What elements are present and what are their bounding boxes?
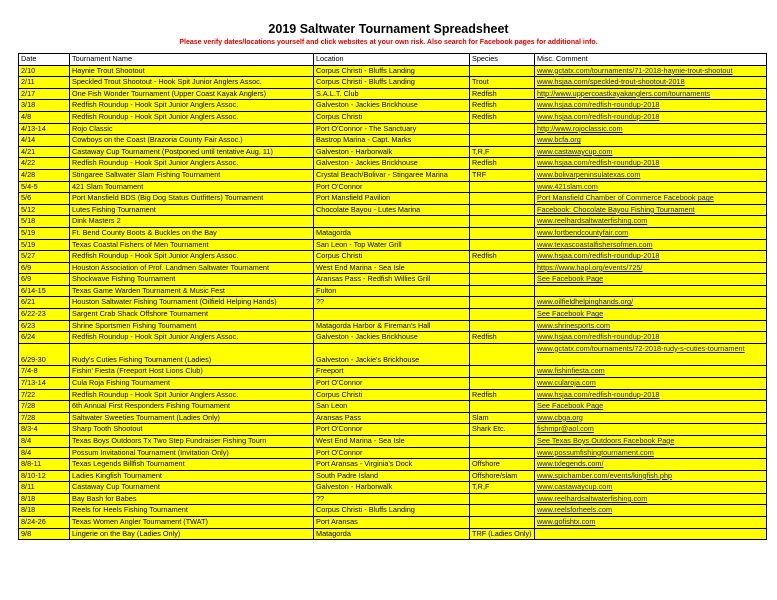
date-cell: 7/4-8	[19, 366, 70, 378]
table-row	[19, 424, 767, 436]
misc-comment-cell[interactable]: www.gctatx.com/tournaments/72-2018-rudy-s-cuties-tournament	[535, 343, 767, 366]
table-row	[19, 366, 767, 378]
date-cell: 5/18	[19, 216, 70, 228]
misc-comment-cell[interactable]: www.421slam.com	[535, 181, 767, 193]
date-cell: 4/22	[19, 158, 70, 170]
tournament-name-cell: Redfish Roundup - Hook Spit Junior Anglers Assoc.	[70, 158, 314, 170]
species-cell: Slam	[470, 412, 535, 424]
date-cell: 5/27	[19, 251, 70, 263]
tournament-name-cell: One Fish Wonder Tournament (Upper Coast Kayak Anglers)	[70, 88, 314, 100]
table-row	[19, 77, 767, 89]
misc-comment-cell[interactable]: www.hsjaa.com/speckled-trout-shootout-2018	[535, 77, 767, 89]
date-cell: 8/10-12	[19, 470, 70, 482]
species-cell	[470, 274, 535, 286]
location-cell: Port O'Connor	[314, 424, 470, 436]
tournament-name-cell: Sargent Crab Shack Offshore Tournament	[70, 309, 314, 321]
location-cell: Port O'Connor	[314, 377, 470, 389]
species-cell: TRF (Ladies Only)	[470, 528, 535, 540]
table-row	[19, 158, 767, 170]
tournament-name-cell: Houston Saltwater Fishing Tournament (Oilfield Helping Hands)	[70, 297, 314, 309]
misc-comment-cell[interactable]: www.possumfishingtournament.com	[535, 447, 767, 459]
table-row	[19, 251, 767, 263]
location-cell: San Leon - Top Water Grill	[314, 239, 470, 251]
location-cell: San Leon	[314, 401, 470, 413]
misc-comment-cell[interactable]: www.texascoastalfishersofmen.com	[535, 239, 767, 251]
tournament-name-cell: Texas Boys Outdoors Tx Two Step Fundraiser Fishing Tourn	[70, 435, 314, 447]
table-row	[19, 332, 767, 344]
species-cell	[470, 181, 535, 193]
location-cell: Corpus Christi	[314, 251, 470, 263]
table-row	[19, 447, 767, 459]
date-cell: 5/19	[19, 227, 70, 239]
tournament-name-cell: 421 Slam Tournament	[70, 181, 314, 193]
location-cell: S.A.L.T. Club	[314, 88, 470, 100]
table-row	[19, 146, 767, 158]
location-cell: Crystal Beach/Bolivar - Stingaree Marina	[314, 169, 470, 181]
misc-comment-cell[interactable]	[535, 285, 767, 297]
misc-comment-cell[interactable]	[535, 528, 767, 540]
date-cell: 4/21	[19, 146, 70, 158]
date-cell: 6/9	[19, 274, 70, 286]
table-row	[19, 181, 767, 193]
misc-comment-cell[interactable]: www.gofishtx.com	[535, 517, 767, 529]
location-cell: Matagorda	[314, 227, 470, 239]
table-row	[19, 239, 767, 251]
species-cell	[470, 377, 535, 389]
table-row	[19, 505, 767, 517]
tournament-name-cell: Texas Game Warden Tournament & Music Fest	[70, 285, 314, 297]
table-row	[19, 204, 767, 216]
tournament-name-cell: Lingerie on the Bay (Ladies Only)	[70, 528, 314, 540]
table-row	[19, 262, 767, 274]
date-cell: 7/13-14	[19, 377, 70, 389]
table-row	[19, 517, 767, 529]
location-cell: Galveston - Harborwalk	[314, 146, 470, 158]
location-cell: Port Aransas	[314, 517, 470, 529]
location-cell: ??	[314, 493, 470, 505]
tournament-name-cell: Texas Coastal Fishers of Men Tournament	[70, 239, 314, 251]
species-cell	[470, 435, 535, 447]
species-cell	[470, 123, 535, 135]
misc-comment-cell[interactable]: www.bolivarpeninsulatexas.com	[535, 169, 767, 181]
tournament-name-cell: Redfish Roundup - Hook Spit Junior Anglers Assoc.	[70, 389, 314, 401]
table-row	[19, 389, 767, 401]
header-misc-comment: Misc. Comment	[535, 54, 767, 66]
table-row	[19, 377, 767, 389]
location-cell: Port Aransas - Virginia's Dock	[314, 459, 470, 471]
location-cell: Port O'Connor	[314, 447, 470, 459]
species-cell: Redfish	[470, 111, 535, 123]
date-cell: 5/12	[19, 204, 70, 216]
tournament-name-cell: Fishin' Fiesta (Freeport Host Lions Club)	[70, 366, 314, 378]
date-cell: 8/11	[19, 482, 70, 494]
table-row	[19, 309, 767, 321]
misc-comment-cell[interactable]: www.txlegends.com/	[535, 459, 767, 471]
table-row	[19, 482, 767, 494]
disclaimer-note: Please verify dates/locations yourself and click websites at your own risk. Also search for Facebook pages for additional info.	[179, 39, 598, 46]
location-cell: Galveston - Jackies Brickhouse	[314, 332, 470, 344]
location-cell	[314, 216, 470, 228]
species-cell: Redfish	[470, 100, 535, 112]
location-cell: Corpus Christi	[314, 389, 470, 401]
misc-comment-cell[interactable]: See Facebook Page	[535, 309, 767, 321]
location-cell: Galveston - Jackies Brickhouse	[314, 100, 470, 112]
tournament-name-cell: Reels for Heels Fishing Tournament	[70, 505, 314, 517]
tournament-name-cell: Redfish Roundup - Hook Spit Junior Anglers Assoc.	[70, 332, 314, 344]
misc-comment-cell[interactable]: www.gctatx.com/tournaments/71-2018-haynie-trout-shootout	[535, 65, 767, 77]
misc-comment-cell[interactable]: www.shrinesports.com	[535, 320, 767, 332]
date-cell: 4/28	[19, 169, 70, 181]
species-cell	[470, 517, 535, 529]
tournament-name-cell: Texas Women Angler Tournament (TWAT)	[70, 517, 314, 529]
tournament-name-cell: Stingaree Saltwater Slam Fishing Tournament	[70, 169, 314, 181]
date-cell: 8/3-4	[19, 424, 70, 436]
species-cell	[470, 309, 535, 321]
misc-comment-cell[interactable]: fishmpr@aol.com	[535, 424, 767, 436]
table-row	[19, 100, 767, 112]
misc-comment-cell[interactable]: www.hsjaa.com/redfish-roundup-2018	[535, 332, 767, 344]
species-cell: Redfish	[470, 332, 535, 344]
misc-comment-cell[interactable]: www.reelhardsaltwaterfishing.com	[535, 216, 767, 228]
tournament-name-cell: Cowboys on the Coast (Brazoria County Fair Assoc.)	[70, 135, 314, 147]
species-cell	[470, 401, 535, 413]
date-cell: 5/4-5	[19, 181, 70, 193]
misc-comment-cell[interactable]: www.reelsforheels.com	[535, 505, 767, 517]
tournament-table	[18, 53, 767, 540]
species-cell	[470, 493, 535, 505]
location-cell: Matagorda Harbor & Fireman's Hall	[314, 320, 470, 332]
date-cell: 6/21	[19, 297, 70, 309]
misc-comment-cell[interactable]: www.hsjaa.com/redfish-roundup-2018	[535, 100, 767, 112]
table-row	[19, 285, 767, 297]
species-cell: Trout	[470, 77, 535, 89]
tournament-name-cell: 6th Annual First Responders Fishing Tournament	[70, 401, 314, 413]
species-cell: T,R,F	[470, 146, 535, 158]
species-cell: Offshore/slam	[470, 470, 535, 482]
location-cell: Corpus Christi - Bluffs Landing	[314, 505, 470, 517]
tournament-name-cell: Lutes Fishing Tournament	[70, 204, 314, 216]
location-cell: Chocolate Bayou - Lutes Marina	[314, 204, 470, 216]
date-cell: 8/18	[19, 505, 70, 517]
misc-comment-cell[interactable]: www.fishinfiesta.com	[535, 366, 767, 378]
location-cell	[314, 309, 470, 321]
species-cell	[470, 193, 535, 205]
misc-comment-cell[interactable]: See Facebook Page	[535, 401, 767, 413]
misc-comment-cell[interactable]: Port Mansfield Chamber of Commerce Facebook page	[535, 193, 767, 205]
location-cell: West End Marina - Sea Isle	[314, 435, 470, 447]
table-row	[19, 435, 767, 447]
misc-comment-cell[interactable]: https://www.hapl.org/events/725/	[535, 262, 767, 274]
species-cell	[470, 343, 535, 366]
date-cell: 6/24	[19, 332, 70, 344]
tournament-name-cell: Ladies Kingfish Tournament	[70, 470, 314, 482]
date-cell: 7/28	[19, 401, 70, 413]
tournament-name-cell: Shrine Sportsmen Fishing Tournament	[70, 320, 314, 332]
location-cell: Corpus Christi	[314, 111, 470, 123]
table-row	[19, 470, 767, 482]
tournament-name-cell: Castaway Cup Tournament	[70, 482, 314, 494]
misc-comment-cell[interactable]: www.castawaycup.com	[535, 146, 767, 158]
location-cell: Galveston - Harborwalk	[314, 482, 470, 494]
table-row	[19, 135, 767, 147]
location-cell: Matagorda	[314, 528, 470, 540]
date-cell: 2/17	[19, 88, 70, 100]
header-tournament-name: Tournament Name	[70, 54, 314, 66]
location-cell: Fulton	[314, 285, 470, 297]
header-location: Location	[314, 54, 470, 66]
header-species: Species	[470, 54, 535, 66]
species-cell: T,R,F	[470, 482, 535, 494]
species-cell: Offshore	[470, 459, 535, 471]
tournament-name-cell: Dink Masters 2	[70, 216, 314, 228]
table-row	[19, 343, 767, 366]
table-row	[19, 88, 767, 100]
table-row	[19, 216, 767, 228]
tournament-name-cell: Possum Invitational Tournament (Invitation Only)	[70, 447, 314, 459]
date-cell: 8/18	[19, 493, 70, 505]
misc-comment-cell[interactable]: www.hsjaa.com/redfish-roundup-2018	[535, 389, 767, 401]
location-cell: Freeport	[314, 366, 470, 378]
location-cell: Bastrop Marina - Capt. Marks	[314, 135, 470, 147]
date-cell: 6/22-23	[19, 309, 70, 321]
date-cell: 5/19	[19, 239, 70, 251]
date-cell: 8/24-26	[19, 517, 70, 529]
misc-comment-cell[interactable]: See Facebook Page	[535, 274, 767, 286]
table-row	[19, 459, 767, 471]
table-row	[19, 401, 767, 413]
table-row	[19, 193, 767, 205]
table-row	[19, 123, 767, 135]
table-row	[19, 65, 767, 77]
species-cell	[470, 285, 535, 297]
table-row	[19, 412, 767, 424]
tournament-name-cell: Rojo Classic	[70, 123, 314, 135]
species-cell	[470, 320, 535, 332]
location-cell: Port O'Connor	[314, 181, 470, 193]
tournament-name-cell: Speckled Trout Shootout - Hook Spit Junior Anglers Assoc.	[70, 77, 314, 89]
misc-comment-cell[interactable]: www.hsjaa.com/redfish-roundup-2018	[535, 251, 767, 263]
misc-comment-cell[interactable]: www.hsjaa.com/redfish-roundup-2018	[535, 111, 767, 123]
tournament-name-cell: Texas Legends Billfish Tournament	[70, 459, 314, 471]
tournament-name-cell: Houston Association of Prof. Landmen Saltwater Tournament	[70, 262, 314, 274]
species-cell: Redfish	[470, 158, 535, 170]
location-cell: Galveston - Jackies Brickhouse	[314, 158, 470, 170]
header-row	[19, 54, 767, 66]
species-cell: Redfish	[470, 389, 535, 401]
tournament-name-cell: Rudy's Cuties Fishing Tournament (Ladies)	[70, 343, 314, 366]
location-cell: ??	[314, 297, 470, 309]
species-cell: Redfish	[470, 251, 535, 263]
date-cell: 3/18	[19, 100, 70, 112]
misc-comment-cell[interactable]: See Texas Boys Outdoors Facebook Page	[535, 435, 767, 447]
date-cell: 2/11	[19, 77, 70, 89]
misc-comment-cell[interactable]: http://www.uppercoastkayakanglers.com/tournaments	[535, 88, 767, 100]
misc-comment-cell[interactable]: www.fortbendcountyfair.com	[535, 227, 767, 239]
tournament-name-cell: Saltwater Sweeties Tournament (Ladies Only)	[70, 412, 314, 424]
location-cell: Galveston - Jackie's Brickhouse	[314, 343, 470, 366]
species-cell	[470, 65, 535, 77]
tournament-name-cell: Redfish Roundup - Hook Spit Junior Anglers Assoc.	[70, 111, 314, 123]
date-cell: 8/8-11	[19, 459, 70, 471]
location-cell: Port Mansfield Pavilion	[314, 193, 470, 205]
species-cell	[470, 366, 535, 378]
misc-comment-cell[interactable]: http://www.rojoclassic.com	[535, 123, 767, 135]
date-cell: 9/8	[19, 528, 70, 540]
tournament-name-cell: Haynie Trout Shootout	[70, 65, 314, 77]
misc-comment-cell[interactable]: www.bcfa.org	[535, 135, 767, 147]
table-row	[19, 297, 767, 309]
tournament-name-cell: Redfish Roundup - Hook Spit Junior Anglers Assoc.	[70, 251, 314, 263]
tournament-name-cell: Castaway Cup Tournament (Postponed until tentative Aug. 11)	[70, 146, 314, 158]
table-row	[19, 169, 767, 181]
table-row	[19, 493, 767, 505]
date-cell: 8/4	[19, 435, 70, 447]
table-row	[19, 274, 767, 286]
date-cell: 7/28	[19, 412, 70, 424]
species-cell	[470, 227, 535, 239]
species-cell	[470, 262, 535, 274]
table-row	[19, 320, 767, 332]
date-cell: 6/29-30	[19, 343, 70, 366]
location-cell: Aransas Pass - Redfish Willies Grill	[314, 274, 470, 286]
misc-comment-cell[interactable]: www.hsjaa.com/redfish-roundup-2018	[535, 158, 767, 170]
date-cell: 6/14-15	[19, 285, 70, 297]
table-row	[19, 227, 767, 239]
species-cell	[470, 505, 535, 517]
species-cell	[470, 239, 535, 251]
date-cell: 7/22	[19, 389, 70, 401]
misc-comment-cell[interactable]: www.castawaycup.com	[535, 482, 767, 494]
tournament-name-cell: Shockwave Fishing Tournament	[70, 274, 314, 286]
location-cell: South Padre Island	[314, 470, 470, 482]
misc-comment-cell[interactable]: www.cularoja.com	[535, 377, 767, 389]
date-cell: 5/6	[19, 193, 70, 205]
misc-comment-cell[interactable]: Facebook: Chocolate Bayou Fishing Tournament	[535, 204, 767, 216]
tournament-name-cell: Bay Bash for Babes	[70, 493, 314, 505]
tournament-name-cell: Cula Roja Fishing Tournament	[70, 377, 314, 389]
misc-comment-cell[interactable]: www.reelhardsaltwaterfishing.com	[535, 493, 767, 505]
date-cell: 2/10	[19, 65, 70, 77]
date-cell: 4/13-14	[19, 123, 70, 135]
location-cell: West End Marina - Sea Isle	[314, 262, 470, 274]
species-cell	[470, 135, 535, 147]
misc-comment-cell[interactable]: www.oilfieldhelpinghands.org/	[535, 297, 767, 309]
species-cell: TRF	[470, 169, 535, 181]
species-cell	[470, 216, 535, 228]
location-cell: Aransas Pass	[314, 412, 470, 424]
species-cell	[470, 204, 535, 216]
date-cell: 4/8	[19, 111, 70, 123]
location-cell: Corpus Christi - Bluffs Landing	[314, 77, 470, 89]
location-cell: Port O'Connor - The Sanctuary	[314, 123, 470, 135]
species-cell	[470, 447, 535, 459]
date-cell: 6/9	[19, 262, 70, 274]
misc-comment-cell[interactable]: www.spichamber.com/events/kingfish.php	[535, 470, 767, 482]
date-cell: 6/23	[19, 320, 70, 332]
tournament-name-cell: Ft. Bend County Boots & Buckles on the Bay	[70, 227, 314, 239]
misc-comment-cell[interactable]: www.cbga.org	[535, 412, 767, 424]
table-row	[19, 528, 767, 540]
table-row	[19, 111, 767, 123]
species-cell	[470, 297, 535, 309]
location-cell: Corpus Christi - Bluffs Landing	[314, 65, 470, 77]
page-title: 2019 Saltwater Tournament Spreadsheet	[268, 22, 509, 36]
tournament-name-cell: Port Mansfield BDS (Big Dog Status Outfitters) Tournament	[70, 193, 314, 205]
header-date: Date	[19, 54, 70, 66]
tournament-name-cell: Sharp Tooth Shootout	[70, 424, 314, 436]
tournament-name-cell: Redfish Roundup - Hook Spit Junior Anglers Assoc.	[70, 100, 314, 112]
date-cell: 4/14	[19, 135, 70, 147]
species-cell: Shark Etc.	[470, 424, 535, 436]
date-cell: 8/4	[19, 447, 70, 459]
species-cell: Redfish	[470, 88, 535, 100]
